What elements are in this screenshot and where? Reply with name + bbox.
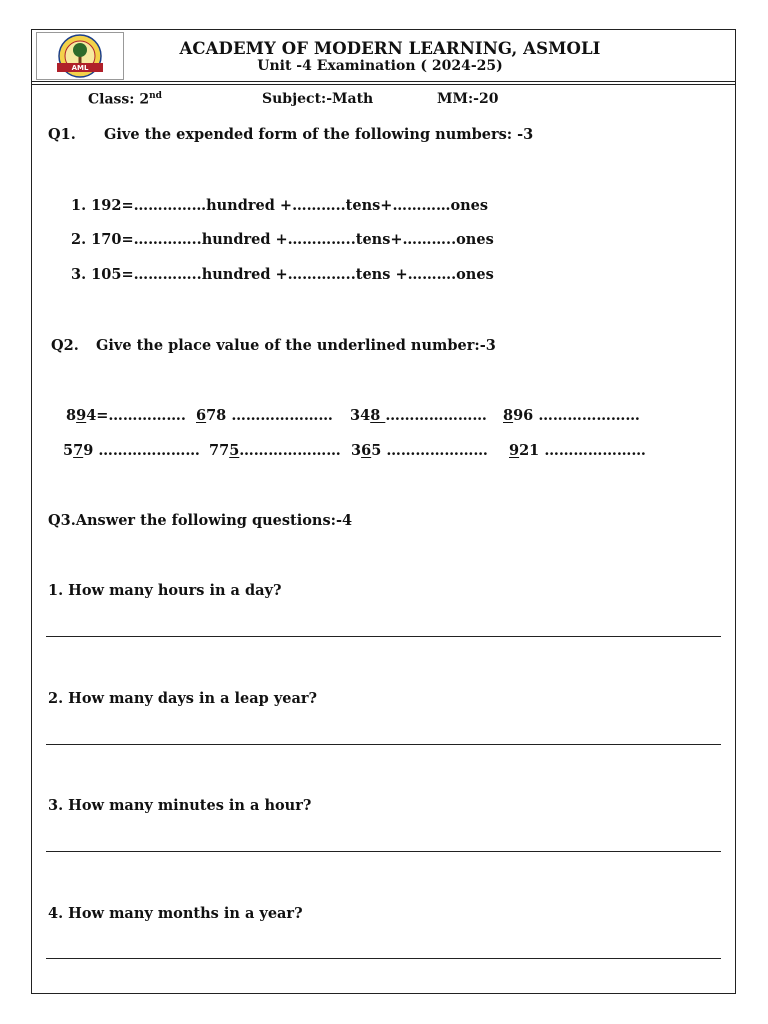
q1-item-1: 1. 192=……………hundred +………..tens+…………ones bbox=[71, 197, 489, 214]
header-divider-bottom bbox=[31, 84, 736, 85]
q2-row1-item-b: 678 ………………… bbox=[196, 407, 333, 424]
class-label: Class: 2nd bbox=[88, 91, 162, 108]
q3-question-2: 2. How many days in a leap year? bbox=[48, 690, 318, 707]
max-marks: MM:-20 bbox=[437, 91, 499, 107]
q3-question-3: 3. How many minutes in a hour? bbox=[48, 797, 312, 814]
answer-line-4[interactable] bbox=[46, 958, 721, 959]
q1-item-2: 2. 170=…………..hundred +…………..tens+………..ones bbox=[71, 231, 494, 248]
q2-row2-item-c: 365 ………………… bbox=[351, 442, 488, 459]
school-name: ACADEMY OF MODERN LEARNING, ASMOLI bbox=[179, 39, 601, 58]
q2-row1-item-a: 894=……………. bbox=[66, 407, 186, 424]
q2-row1-item-d: 896 ………………… bbox=[503, 407, 640, 424]
q1-item-3: 3. 105=…………..hundred +…………..tens +……….ones bbox=[71, 266, 494, 283]
q3-title: Q3.Answer the following questions:-4 bbox=[48, 512, 353, 529]
answer-line-1[interactable] bbox=[46, 636, 721, 637]
answer-line-2[interactable] bbox=[46, 744, 721, 745]
exam-title: Unit -4 Examination ( 2024-25) bbox=[257, 58, 503, 74]
q2-row2-item-a: 579 ………………… bbox=[63, 442, 200, 459]
q2-row2-item-d: 921 ………………… bbox=[509, 442, 646, 459]
q2-number: Q2. bbox=[51, 337, 79, 354]
logo-initials: AML bbox=[71, 64, 89, 72]
q2-row2-item-b: 775………………… bbox=[209, 442, 341, 459]
subject-label: Subject:-Math bbox=[262, 91, 374, 107]
q2-row1-item-c: 348 ………………… bbox=[350, 407, 487, 424]
school-logo bbox=[36, 32, 124, 80]
q1-number: Q1. bbox=[48, 126, 76, 143]
logo-emblem-icon bbox=[37, 33, 123, 79]
q1-prompt: Give the expended form of the following numbers: -3 bbox=[104, 126, 534, 143]
q3-question-1: 1. How many hours in a day? bbox=[48, 582, 282, 599]
q3-question-4: 4. How many months in a year? bbox=[48, 905, 303, 922]
header-divider-top bbox=[31, 81, 736, 82]
answer-line-3[interactable] bbox=[46, 851, 721, 852]
q2-prompt: Give the place value of the underlined number:-3 bbox=[96, 337, 496, 354]
